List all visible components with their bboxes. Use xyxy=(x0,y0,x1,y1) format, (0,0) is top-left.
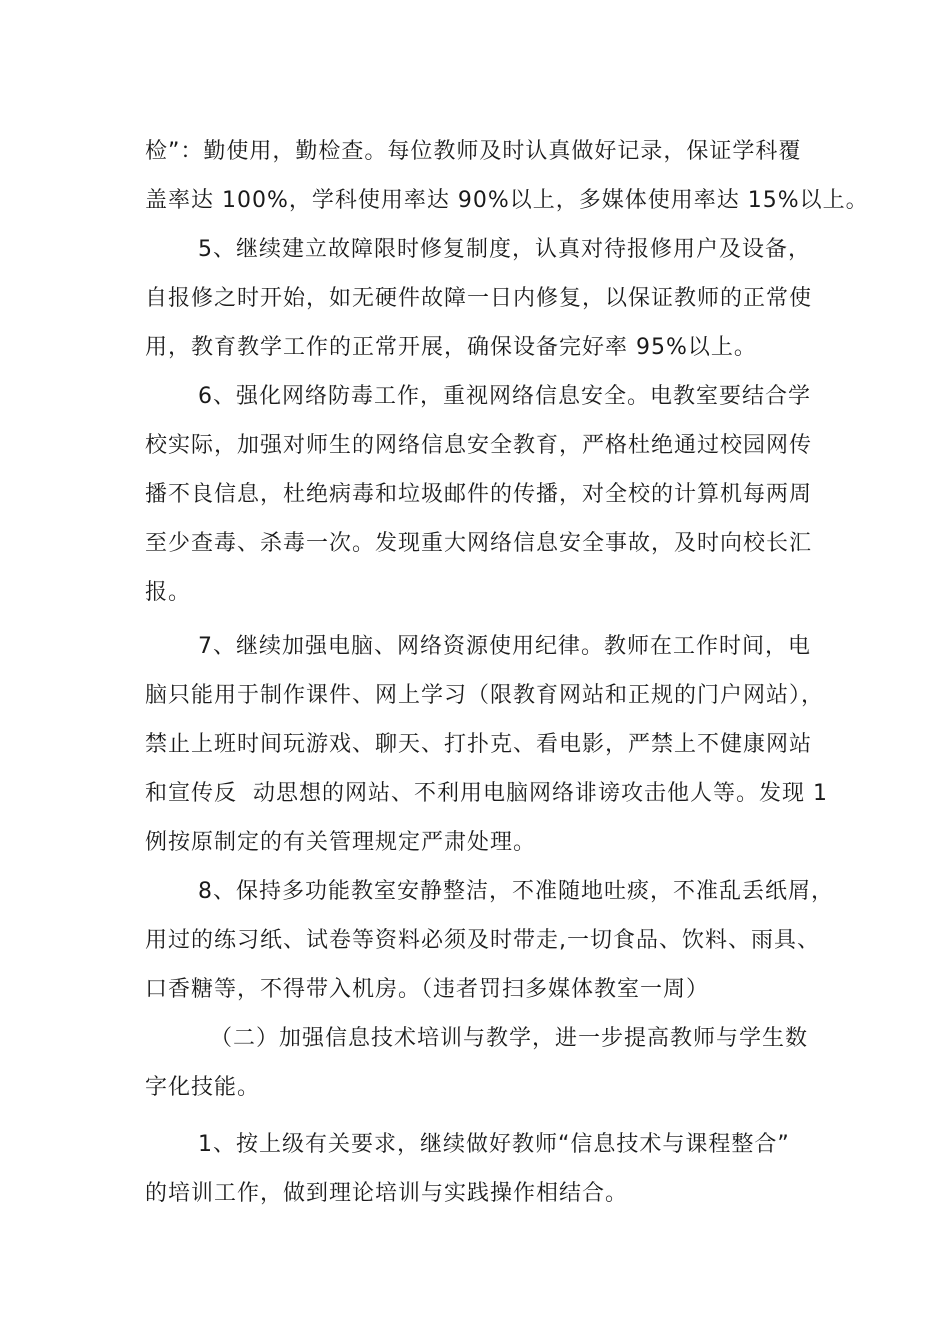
text-line: 播不良信息，杜绝病毒和垃圾邮件的传播，对全校的计算机每两周 xyxy=(145,482,813,507)
paragraph-start: 7、继续加强电脑、网络资源使用纪律。教师在工作时间，电 xyxy=(198,634,811,659)
text-line: 禁止上班时间玩游戏、聊天、打扑克、看电影，严禁上不健康网站 xyxy=(145,732,813,757)
text-line: 自报修之时开始，如无硬件故障一日内修复，以保证教师的正常使 xyxy=(145,286,813,311)
paragraph-start: 1、按上级有关要求，继续做好教师“信息技术与课程整合” xyxy=(198,1132,790,1157)
paragraph-start: 5、继续建立故障限时修复制度，认真对待报修用户及设备， xyxy=(198,237,811,262)
text-line: 用，教育教学工作的正常开展，确保设备完好率 95%以上。 xyxy=(145,335,757,360)
text-line: 例按原制定的有关管理规定严肃处理。 xyxy=(145,830,537,855)
section-heading: （二）加强信息技术培训与教学，进一步提高教师与学生数 xyxy=(210,1026,809,1051)
text-line: 至少查毒、杀毒一次。发现重大网络信息安全事故，及时向校长汇 xyxy=(145,531,813,556)
text-line: 脑只能用于制作课件、网上学习（限教育网站和正规的门户网站）， xyxy=(145,683,825,708)
text-line: 的培训工作，做到理论培训与实践操作相结合。 xyxy=(145,1181,629,1206)
paragraph-start: 6、强化网络防毒工作，重视网络信息安全。电教室要结合学 xyxy=(198,384,811,409)
text-line: 盖率达 100%，学科使用率达 90%以上，多媒体使用率达 15%以上。 xyxy=(145,188,869,213)
text-line: 和宣传反 动思想的网站、不利用电脑网络诽谤攻击他人等。发现 1 xyxy=(145,781,828,806)
text-line: 检”：勤使用，勤检查。每位教师及时认真做好记录，保证学科覆 xyxy=(145,139,802,164)
text-line: 校实际，加强对师生的网络信息安全教育，严格杜绝通过校园网传 xyxy=(145,433,813,458)
text-line: 报。 xyxy=(145,580,192,605)
paragraph-start: 8、保持多功能教室安静整洁，不准随地吐痰，不准乱丢纸屑， xyxy=(198,879,834,904)
text-line: 用过的练习纸、试卷等资料必须及时带走,一切食品、饮料、雨具、 xyxy=(145,928,820,953)
text-line: 口香糖等，不得带入机房。（违者罚扫多媒体教室一周） xyxy=(145,977,710,1002)
section-heading-continuation: 字化技能。 xyxy=(145,1075,261,1100)
